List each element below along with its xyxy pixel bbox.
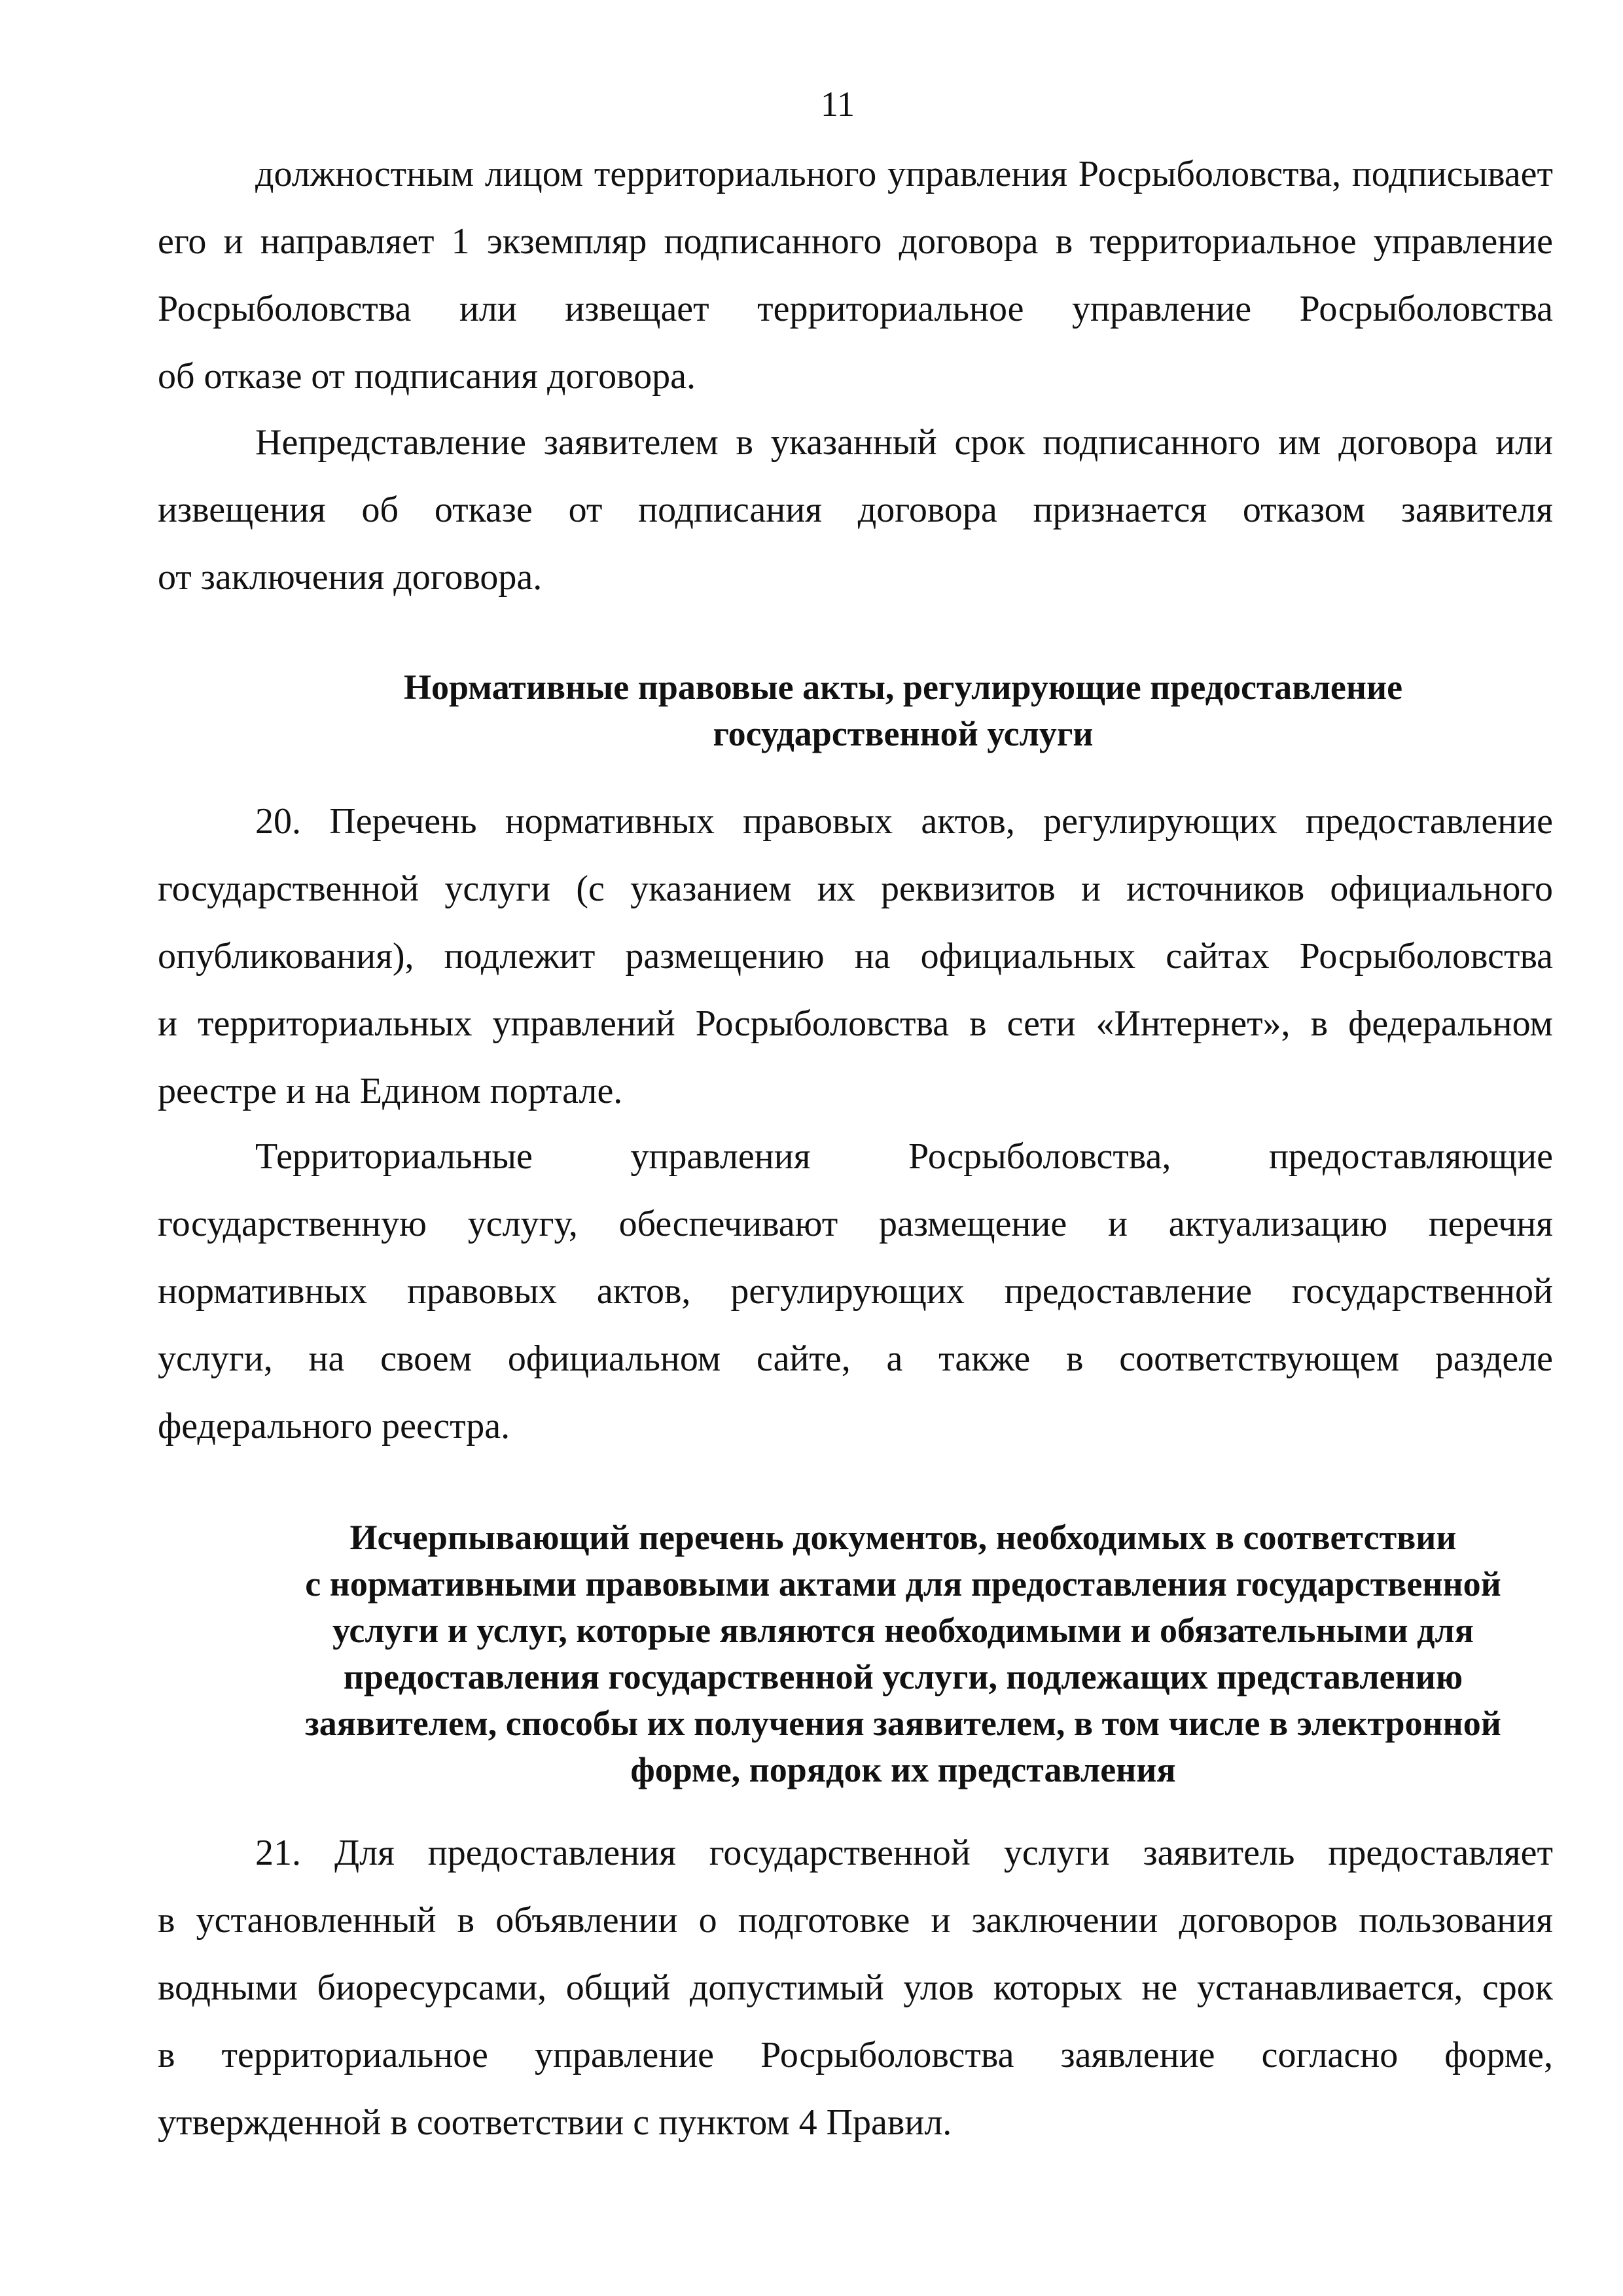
page-number: 11 [821, 84, 855, 124]
text-line: реестре и на Едином портале. [158, 1071, 623, 1111]
heading-line: заявителем, способы их получения заявителем, в том числе в электронной [305, 1704, 1501, 1743]
text-line: услуги, на своем официальном сайте, а также в соответствующем разделе [158, 1338, 1553, 1379]
text-line: и территориальных управлений Росрыболовства в сети «Интернет», в федеральном [158, 1003, 1553, 1044]
text-line: государственной услуги (с указанием их реквизитов и источников официального [158, 869, 1553, 909]
text-line: 21. Для предоставления государственной услуги заявитель предоставляет [255, 1833, 1553, 1873]
text-line: нормативных правовых актов, регулирующих предоставление государственной [158, 1271, 1553, 1312]
heading-line: Исчерпывающий перечень документов, необходимых в соответствии [349, 1518, 1457, 1557]
heading-line: предоставления государственной услуги, подлежащих представлению [343, 1657, 1463, 1696]
text-line: Территориальные управления Росрыболовства, предоставляющие [255, 1136, 1553, 1177]
text-line: в установленный в объявлении о подготовке и заключении договоров пользования [158, 1900, 1553, 1941]
text-line: в территориальное управление Росрыболовства заявление согласно форме, [158, 2035, 1553, 2075]
heading-line: форме, порядок их представления [630, 1750, 1176, 1789]
text-line: федерального реестра. [158, 1406, 510, 1446]
text-line: 20. Перечень нормативных правовых актов, регулирующих предоставление [255, 801, 1553, 842]
text-line: утвержденной в соответствии с пунктом 4 Правил. [158, 2102, 952, 2143]
text-line: опубликования), подлежит размещению на официальных сайтах Росрыболовства [158, 936, 1553, 977]
heading-line: с нормативными правовыми актами для предоставления государственной [305, 1564, 1501, 1604]
text-line: должностным лицом территориального управления Росрыболовства, подписывает [255, 154, 1553, 194]
text-line: от заключения договора. [158, 557, 543, 598]
text-line: Росрыболовства или извещает территориальное управление Росрыболовства [158, 289, 1553, 329]
text-line: об отказе от подписания договора. [158, 356, 696, 397]
text-line: государственную услугу, обеспечивают размещение и актуализацию перечня [158, 1204, 1553, 1244]
text-line: его и направляет 1 экземпляр подписанного договора в территориальное управление [158, 221, 1553, 262]
text-line: Непредставление заявителем в указанный срок подписанного им договора или [255, 422, 1553, 463]
heading-line: государственной услуги [713, 714, 1094, 753]
heading-line: услуги и услуг, которые являются необходимыми и обязательными для [332, 1611, 1474, 1650]
heading-line: Нормативные правовые акты, регулирующие предоставление [403, 668, 1403, 707]
text-line: извещения об отказе от подписания договора признается отказом заявителя [158, 490, 1553, 530]
text-line: водными биоресурсами, общий допустимый улов которых не устанавливается, срок [158, 1967, 1553, 2008]
